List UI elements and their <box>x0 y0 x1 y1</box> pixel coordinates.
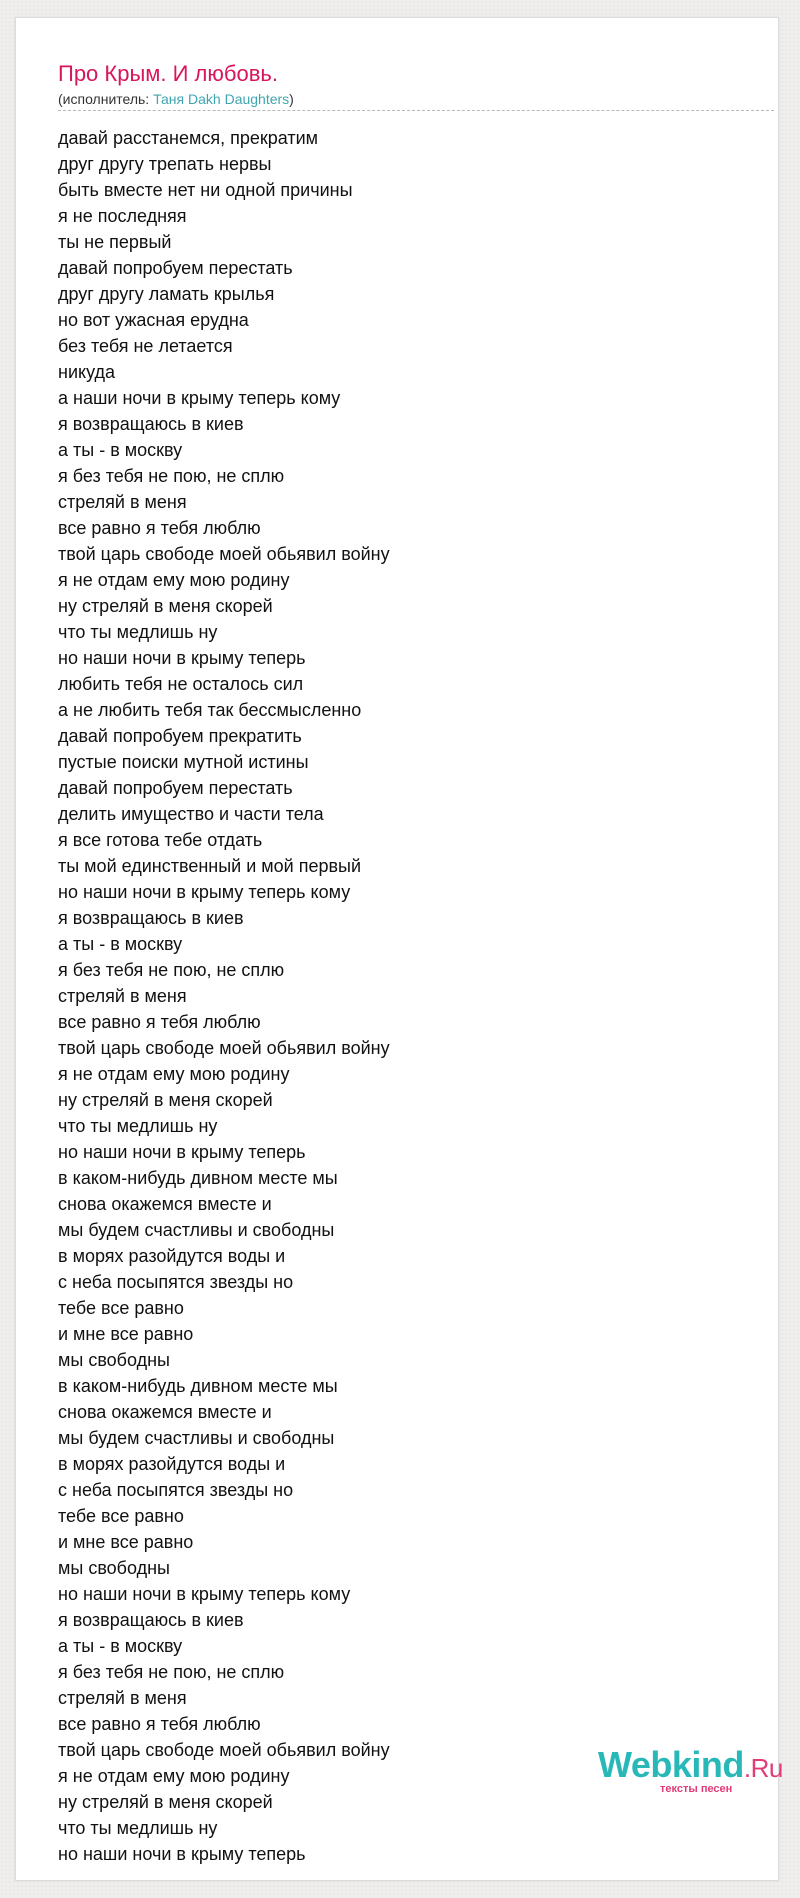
lyric-line: стреляй в меня <box>58 986 187 1006</box>
lyric-line: стреляй в меня <box>58 1688 187 1708</box>
lyric-line: давай попробуем прекратить <box>58 726 302 746</box>
lyric-line: я не отдам ему мою родину <box>58 570 290 590</box>
lyric-line: мы будем счастливы и свободны <box>58 1428 335 1448</box>
lyric-line: я не последняя <box>58 206 187 226</box>
lyric-line: в каком-нибудь дивном месте мы <box>58 1376 338 1396</box>
lyric-line: я не отдам ему мою родину <box>58 1064 290 1084</box>
lyric-line: но наши ночи в крыму теперь кому <box>58 1584 351 1604</box>
logo-tld: .Ru <box>743 1753 783 1783</box>
lyric-line: но вот ужасная ерудна <box>58 310 249 330</box>
lyric-line: я возвращаюсь в киев <box>58 1610 244 1630</box>
lyric-line: я все готова тебе отдать <box>58 830 263 850</box>
lyric-line: но наши ночи в крыму теперь кому <box>58 882 351 902</box>
lyric-line: ты мой единственный и мой первый <box>58 856 362 876</box>
lyric-line: я возвращаюсь в киев <box>58 414 244 434</box>
lyric-line: с неба посыпятся звезды но <box>58 1272 294 1292</box>
lyric-line: снова окажемся вместе и <box>58 1194 272 1214</box>
lyric-line: давай расстанемся, прекратим <box>58 128 319 148</box>
logo-name: Webkind <box>598 1744 744 1785</box>
lyric-line: давай попробуем перестать <box>58 258 293 278</box>
title-divider <box>58 110 774 111</box>
artist-byline <box>58 90 294 108</box>
lyric-line: все равно я тебя люблю <box>58 518 261 538</box>
lyric-line: а ты - в москву <box>58 934 183 954</box>
lyric-line: ну стреляй в меня скорей <box>58 1090 273 1110</box>
lyric-line: твой царь свободе моей обьявил войну <box>58 1740 390 1760</box>
lyric-line: все равно я тебя люблю <box>58 1714 261 1734</box>
lyric-line: а ты - в москву <box>58 1636 183 1656</box>
lyric-line: что ты медлишь ну <box>58 622 218 642</box>
lyric-line: мы будем счастливы и свободны <box>58 1220 335 1240</box>
lyric-line: ты не первый <box>58 232 172 252</box>
lyrics-card <box>15 17 783 1881</box>
lyric-line: друг другу трепать нервы <box>58 154 272 174</box>
lyric-line: я возвращаюсь в киев <box>58 908 244 928</box>
lyric-line: в морях разойдутся воды и <box>58 1246 286 1266</box>
lyric-line: но наши ночи в крыму теперь <box>58 1142 306 1162</box>
lyric-line: в каком-нибудь дивном месте мы <box>58 1168 338 1188</box>
lyric-line: но наши ночи в крыму теперь <box>58 648 306 668</box>
lyric-line: с неба посыпятся звезды но <box>58 1480 294 1500</box>
lyric-line: пустые поиски мутной истины <box>58 752 309 772</box>
lyric-line: и мне все равно <box>58 1324 194 1344</box>
lyric-line: но наши ночи в крыму теперь <box>58 1844 306 1864</box>
lyric-line: тебе все равно <box>58 1506 184 1526</box>
lyric-line: никуда <box>58 362 115 382</box>
lyric-line: тебе все равно <box>58 1298 184 1318</box>
lyric-line: что ты медлишь ну <box>58 1116 218 1136</box>
lyric-line: без тебя не летается <box>58 336 233 356</box>
lyric-line: а не любить тебя так бессмысленно <box>58 700 362 720</box>
lyric-line: а наши ночи в крыму теперь кому <box>58 388 341 408</box>
lyric-line: давай попробуем перестать <box>58 778 293 798</box>
site-logo[interactable] <box>598 1743 788 1803</box>
lyric-line: снова окажемся вместе и <box>58 1402 272 1422</box>
lyric-line: все равно я тебя люблю <box>58 1012 261 1032</box>
lyric-line: твой царь свободе моей обьявил войну <box>58 1038 390 1058</box>
lyric-line: в морях разойдутся воды и <box>58 1454 286 1474</box>
lyric-line: ну стреляй в меня скорей <box>58 596 273 616</box>
lyric-line: ну стреляй в меня скорей <box>58 1792 273 1812</box>
lyric-line: стреляй в меня <box>58 492 187 512</box>
byline-suffix: ) <box>289 91 294 107</box>
lyric-line: я не отдам ему мою родину <box>58 1766 290 1786</box>
lyric-line: мы свободны <box>58 1350 170 1370</box>
lyric-line: быть вместе нет ни одной причины <box>58 180 353 200</box>
logo-tagline: тексты песен <box>660 1783 733 1795</box>
lyric-line: друг другу ламать крылья <box>58 284 275 304</box>
lyric-line: мы свободны <box>58 1558 170 1578</box>
lyric-line: я без тебя не пою, не сплю <box>58 960 285 980</box>
lyric-line: делить имущество и части тела <box>58 804 324 824</box>
lyric-line: я без тебя не пою, не сплю <box>58 466 285 486</box>
lyric-line: твой царь свободе моей обьявил войну <box>58 544 390 564</box>
artist-link[interactable]: Таня Dakh Daughters <box>153 91 290 107</box>
lyric-line: что ты медлишь ну <box>58 1818 218 1838</box>
song-title: Про Крым. И любовь. <box>58 61 278 86</box>
lyrics-text <box>58 125 390 1867</box>
lyric-line: любить тебя не осталось сил <box>58 674 304 694</box>
byline-prefix: (исполнитель: <box>58 91 154 107</box>
lyric-line: и мне все равно <box>58 1532 194 1552</box>
lyric-line: а ты - в москву <box>58 440 183 460</box>
lyric-line: я без тебя не пою, не сплю <box>58 1662 285 1682</box>
